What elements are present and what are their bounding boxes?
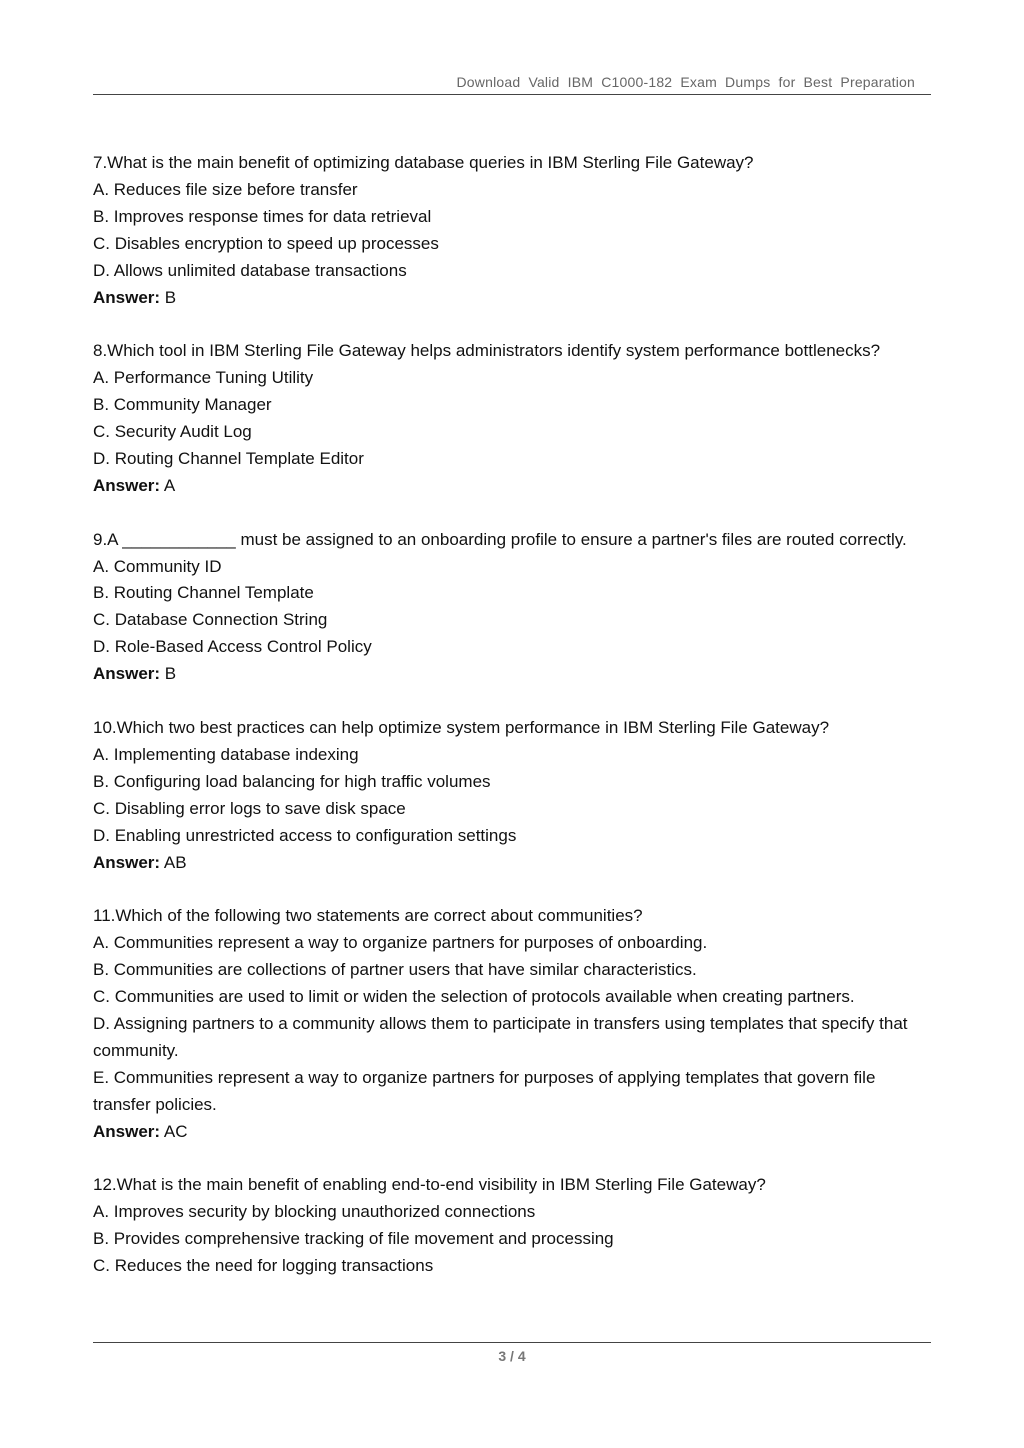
option-e: E. Communities represent a way to organize partners for purposes of applying templates that govern file transfer policies.	[93, 1067, 876, 1114]
answer-value: AC	[160, 1121, 188, 1141]
answer-value: B	[160, 287, 177, 307]
question-7	[93, 150, 935, 311]
option-a: A. Implementing database indexing	[93, 744, 359, 764]
question-9	[93, 527, 935, 688]
option-d: D. Allows unlimited database transactions	[93, 260, 407, 280]
option-a: A. Improves security by blocking unauthorized connections	[93, 1202, 536, 1222]
option-c: C. Security Audit Log	[93, 422, 252, 442]
option-d: D. Enabling unrestricted access to configuration settings	[93, 825, 517, 845]
question-text: 7.What is the main benefit of optimizing database queries in IBM Sterling File Gateway?	[93, 153, 754, 172]
question-text: 10.Which two best practices can help optimize system performance in IBM Sterling File Gateway?	[93, 717, 830, 737]
option-c: C. Database Connection String	[93, 610, 328, 630]
answer-line	[93, 661, 935, 688]
answer-line	[93, 285, 935, 312]
question-10	[93, 715, 935, 876]
header-title: Download Valid IBM C1000-182 Exam Dumps for Best Preparation	[456, 74, 915, 90]
answer-line	[93, 850, 935, 877]
page-footer	[93, 1342, 931, 1364]
option-b: B. Provides comprehensive tracking of file movement and processing	[93, 1229, 614, 1249]
question-text: 11.Which of the following two statements are correct about communities?	[93, 906, 643, 926]
question-8	[93, 338, 935, 499]
answer-label: Answer:	[93, 287, 161, 307]
option-d: D. Role-Based Access Control Policy	[93, 637, 372, 657]
option-b: B. Communities are collections of partner users that have similar characteristics.	[93, 960, 697, 980]
page-number: 3 / 4	[498, 1348, 526, 1364]
answer-label: Answer:	[93, 664, 161, 684]
option-d: D. Routing Channel Template Editor	[93, 448, 364, 468]
option-d: D. Assigning partners to a community allows them to participate in transfers using templates that specify that community.	[93, 1013, 908, 1060]
question-12	[93, 1172, 935, 1280]
question-text: 9.A ____________ must be assigned to an onboarding profile to ensure a partner's files are routed correctly.	[93, 529, 907, 549]
answer-label: Answer:	[93, 1121, 161, 1141]
answer-value: A	[160, 475, 176, 495]
answer-line	[93, 1119, 935, 1146]
option-a: A. Community ID	[93, 556, 222, 576]
option-a: A. Performance Tuning Utility	[93, 368, 314, 388]
option-a: A. Reduces file size before transfer	[93, 179, 358, 199]
document-body	[93, 150, 935, 1307]
answer-label: Answer:	[93, 475, 161, 495]
answer-value: AB	[160, 852, 187, 872]
option-b: B. Community Manager	[93, 395, 272, 415]
option-c: C. Disabling error logs to save disk space	[93, 798, 406, 818]
question-11	[93, 903, 935, 1145]
option-c: C. Disables encryption to speed up processes	[93, 233, 439, 253]
option-b: B. Routing Channel Template	[93, 583, 314, 603]
question-text: 12.What is the main benefit of enabling end-to-end visibility in IBM Sterling File Gateway?	[93, 1175, 766, 1195]
answer-label: Answer:	[93, 852, 161, 872]
question-text: 8.Which tool in IBM Sterling File Gateway helps administrators identify system performance bottlenecks?	[93, 341, 881, 361]
option-b: B. Improves response times for data retrieval	[93, 206, 432, 226]
option-c: C. Communities are used to limit or widen the selection of protocols available when creating partners.	[93, 987, 855, 1007]
answer-line	[93, 473, 935, 500]
option-a: A. Communities represent a way to organize partners for purposes of onboarding.	[93, 933, 708, 953]
page-header	[93, 72, 931, 95]
option-b: B. Configuring load balancing for high traffic volumes	[93, 771, 491, 791]
answer-value: B	[160, 664, 177, 684]
option-c: C. Reduces the need for logging transactions	[93, 1256, 434, 1276]
